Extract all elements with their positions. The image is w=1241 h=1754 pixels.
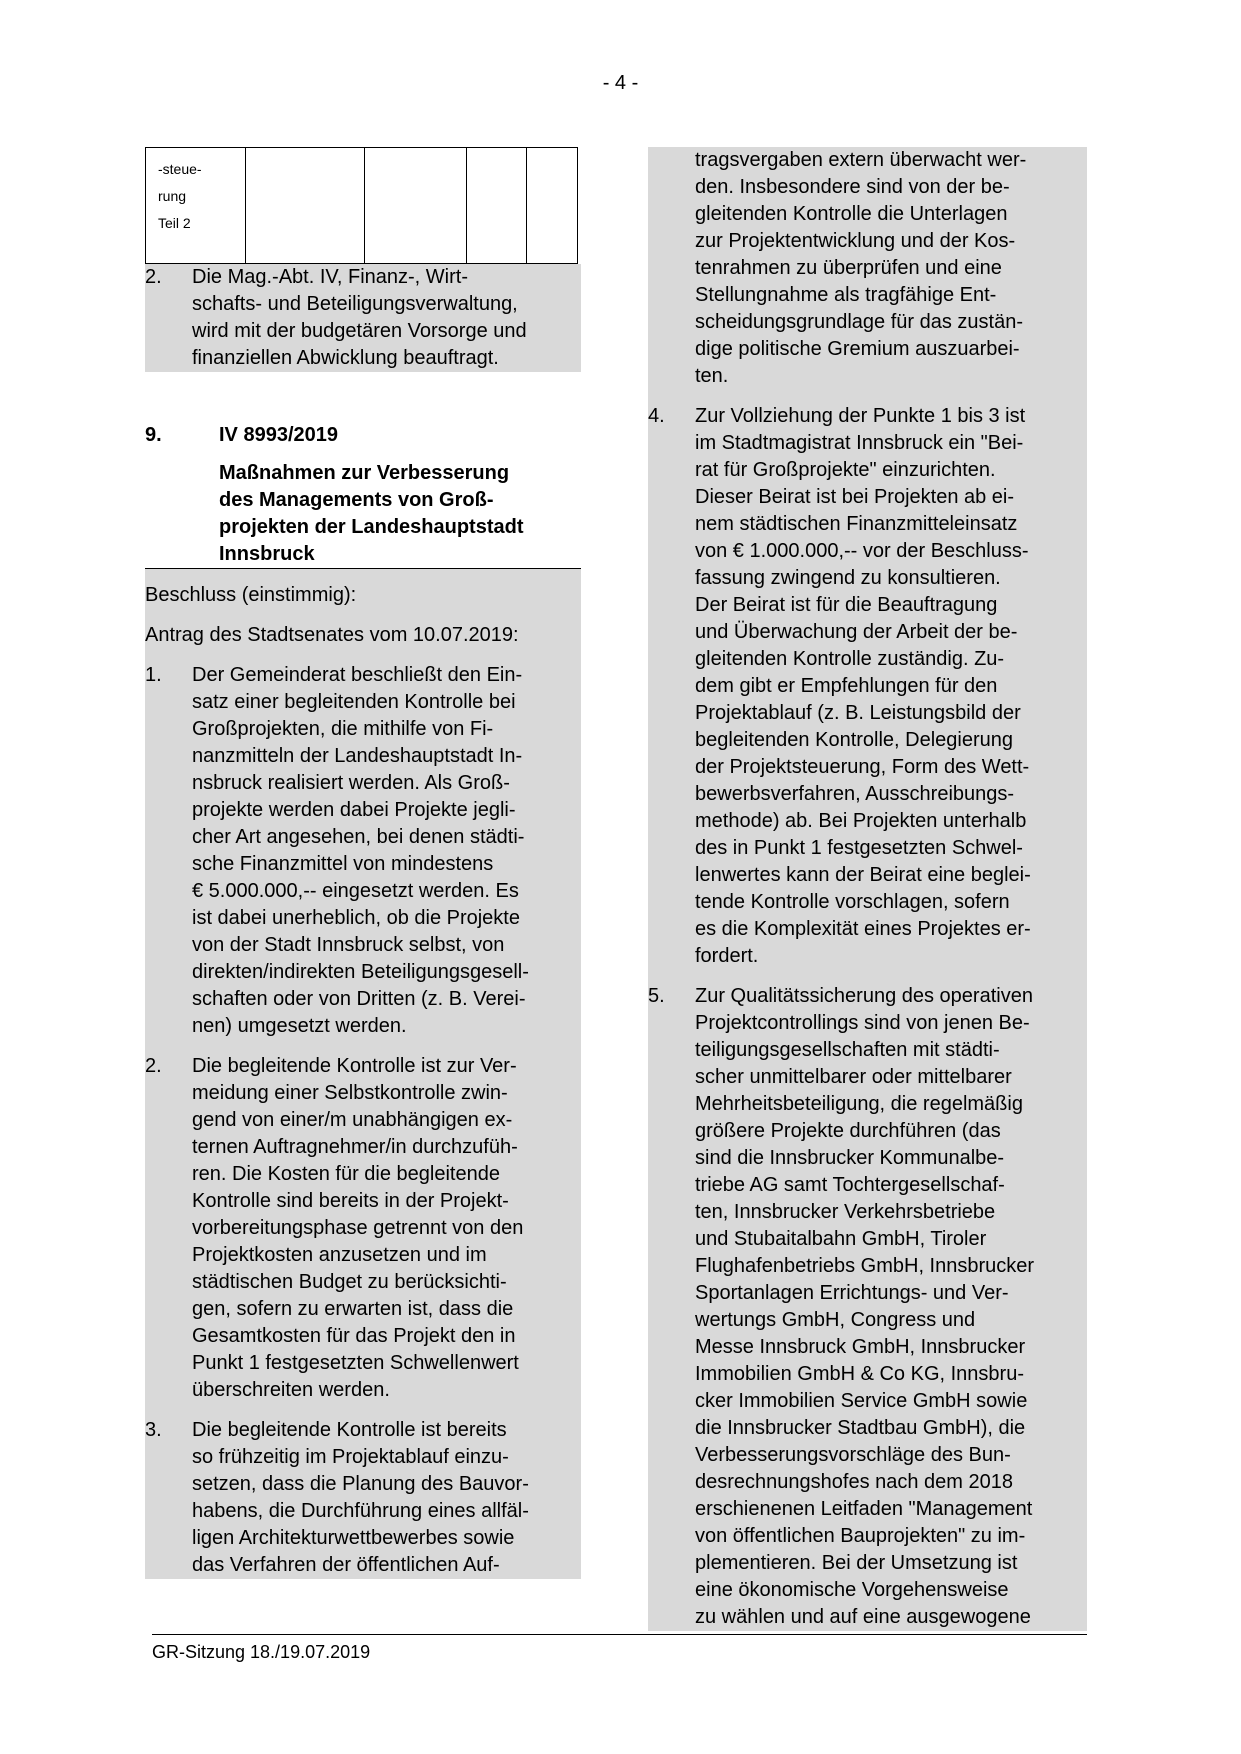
right-column xyxy=(648,147,1087,1631)
resolution-block xyxy=(145,569,581,1579)
table-first-cell: -steue- rung Teil 2 xyxy=(146,148,246,264)
right-item-5: 5. Zur Qualitätssicherung des operativen Projektcontrollings sind von jenen Be- teiligungsgesellschaften mit städti- scher unmittelbarer oder mittelbarer Mehrheitsbeteiligung, die regelmäßig größere Projekte durchführen (das sind die Innsbrucker Kommunalbe- triebe AG samt Tochtergesellschaf- ten, Innsbrucker Verkehrsbetriebe und Stubaitalbahn GmbH, Tiroler Flughafenbetriebs GmbH, Innsbrucker Sportanlagen Errichtungs- und Ver- wertungs GmbH, Congress und Messe Innsbruck GmbH, Innsbrucker Immobilien GmbH & Co KG, Innsbru- cker Immobilien Service GmbH sowie die Innsbrucker Stadtbau GmbH), die Verbesserungsvorschläge des Bun- desrechnungshofes nach dem 2018 erschienenen Leitfaden "Management von öffentlichen Bauprojekten" zu im- plementieren. Bei der Umsetzung ist eine ökonomische Vorgehensweise zu wählen und auf eine ausgewogene xyxy=(648,985,1035,1628)
left-item-3: 3. Die begleitende Kontrolle ist bereits so frühzeitig im Projektablauf einzu- setzen, dass die Planung des Bauvor- habens, die Durchführung eines allfäl- ligen Architekturwettbewerbes sowie das Verfahren der öffentlichen Auf- xyxy=(145,1419,529,1576)
section-heading xyxy=(145,422,581,569)
cost-table xyxy=(145,147,578,264)
footer-session-date: GR-Sitzung 18./19.07.2019 xyxy=(152,1642,371,1662)
beschluss-label: Beschluss (einstimmig): xyxy=(145,584,357,606)
left-column xyxy=(145,147,581,1579)
section-number: 9. xyxy=(145,424,162,446)
table-cell xyxy=(365,148,467,264)
table-cell xyxy=(467,148,527,264)
footer-divider xyxy=(152,1634,1087,1635)
page-number: - 4 - xyxy=(602,72,639,94)
right-continuation: tragsvergaben extern überwacht wer- den. Insbesondere sind von der be- gleitenden Kontrolle die Unterlagen zur Projektentwicklung und der Kos- tenrahmen zu überprüfen und eine Stellungnahme als tragfähige Ent- scheidungsgrundlage für das zustän- dige politische Gremium auszuarbei- ten. xyxy=(695,149,1027,387)
section-code: IV 8993/2019 xyxy=(219,424,338,446)
table-cell xyxy=(246,148,365,264)
section-title: Maßnahmen zur Verbesserung des Managements von Groß- projekten der Landeshauptstadt Innsbruck xyxy=(145,460,581,569)
left-item-2-previous: 2. Die Mag.-Abt. IV, Finanz-, Wirt- schafts- und Beteiligungsverwaltung, wird mit der budgetären Vorsorge und finanziellen Abwicklung beauftragt. xyxy=(145,264,581,372)
left-item-2: 2. Die begleitende Kontrolle ist zur Ver- meidung einer Selbstkontrolle zwin- gend von einer/m unabhängigen ex- ternen Auftragnehmer/in durchzufüh- ren. Die Kosten für die begleitende Kontrolle sind bereits in der Projekt- vorbereitungsphase getrennt von den Projektkosten anzusetzen und im städtischen Budget zu berücksichti- gen, sofern zu erwarten ist, dass die Gesamtkosten für das Projekt den in Punkt 1 festgesetzten Schwellenwert überschreiten werden. xyxy=(145,1055,524,1401)
table-cell xyxy=(527,148,578,264)
antrag-label: Antrag des Stadtsenates vom 10.07.2019: xyxy=(145,624,519,646)
right-item-4: 4. Zur Vollziehung der Punkte 1 bis 3 ist im Stadtmagistrat Innsbruck ein "Bei- rat für Großprojekte" einzurichten. Dieser Beirat ist bei Projekten ab ei- nem städtischen Finanzmitteleinsatz von € 1.000.000,-- vor der Beschluss- fassung zwingend zu konsultieren. Der Beirat ist für die Beauftragung und Überwachung der Arbeit der be- gleitenden Kontrolle zuständig. Zu- dem gibt er Empfehlungen für den Projektablauf (z. B. Leistungsbild der begleitenden Kontrolle, Delegierung der Projektsteuerung, Form des Wett- bewerbsverfahren, Ausschreibungs- methode) ab. Bei Projekten unterhalb des in Punkt 1 festgesetzten Schwel- lenwertes kann der Beirat eine beglei- tende Kontrolle vorschlagen, sofern es die Komplexität eines Projektes er- fordert. xyxy=(648,405,1031,967)
left-item-1: 1. Der Gemeinderat beschließt den Ein- satz einer begleitenden Kontrolle bei Großprojekten, die mithilfe von Fi- nanzmitteln der Landeshauptstadt In- nsbruck realisiert werden. Als Groß- projekte werden dabei Projekte jegli- cher Art angesehen, bei denen städti- sche Finanzmittel von mindestens € 5.000.000,-- eingesetzt werden. Es ist dabei unerheblich, ob die Projekte von der Stadt Innsbruck selbst, von direkten/indirekten Beteiligungsgesell- schaften oder von Dritten (z. B. Verei- nen) umgesetzt werden. xyxy=(145,664,529,1037)
